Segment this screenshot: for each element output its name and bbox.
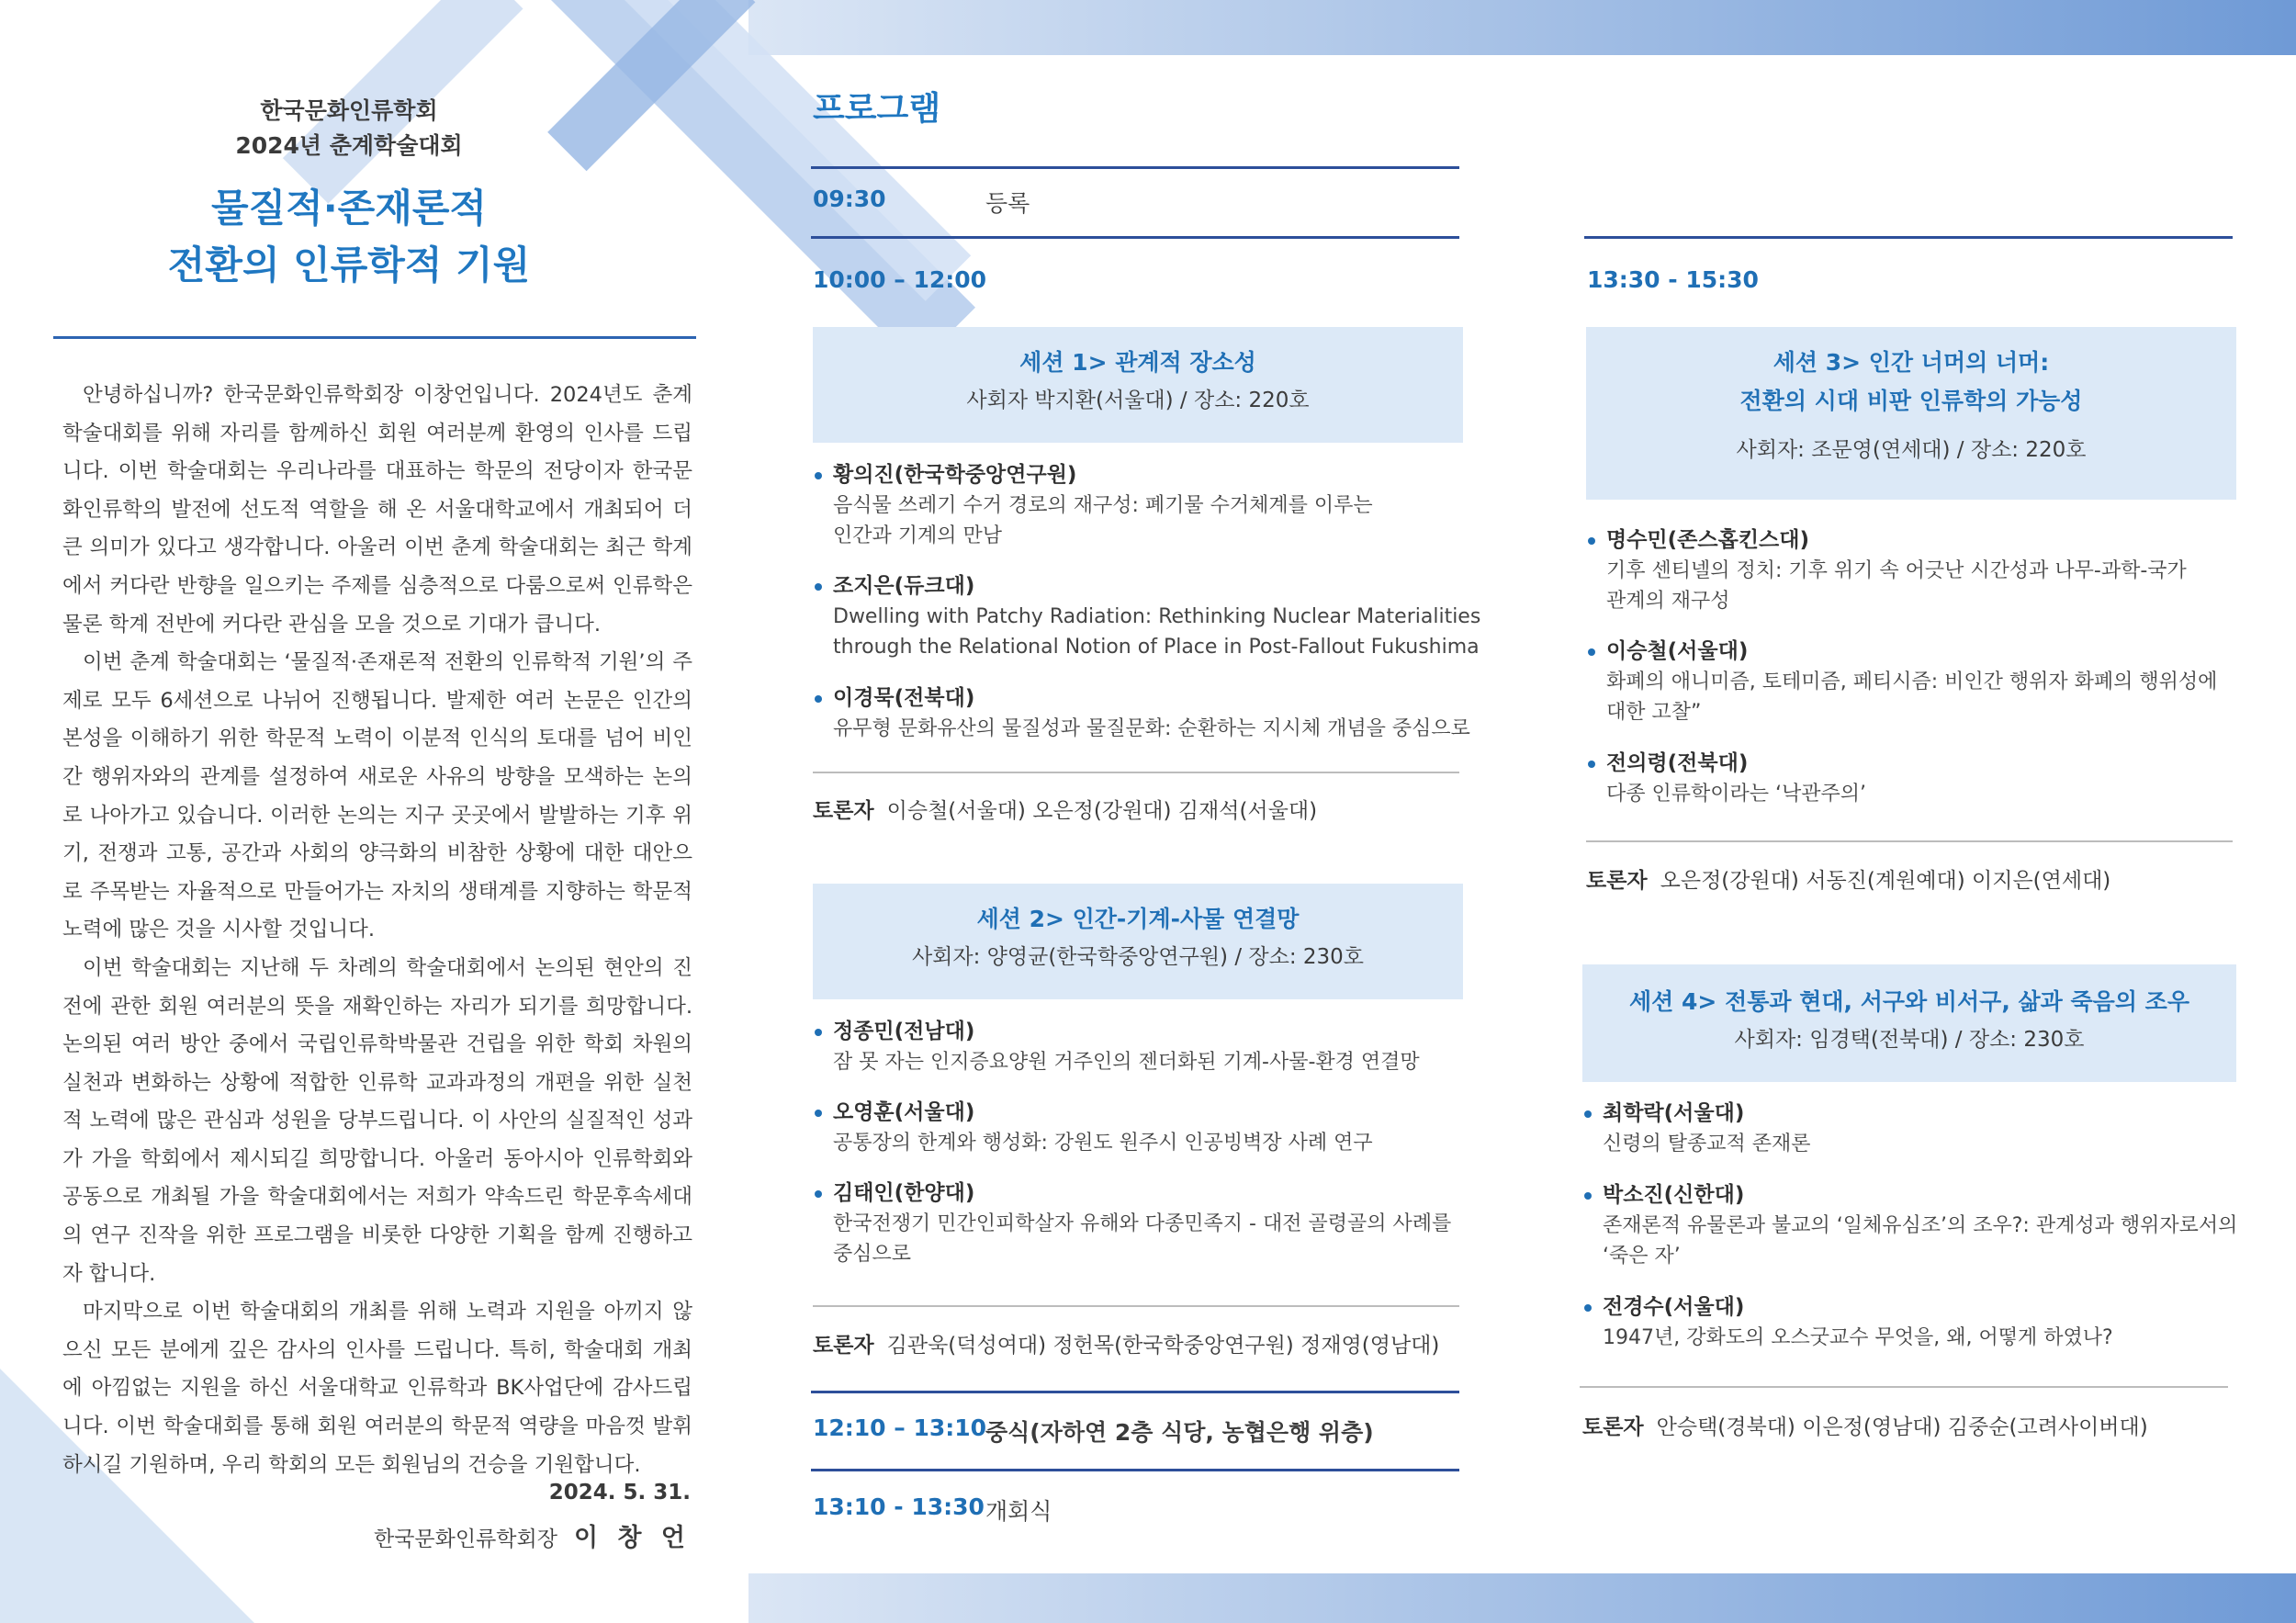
paper-title: through the Relational Notion of Place in Post-Fallout Fukushima	[833, 636, 1480, 659]
talk-item	[1582, 1291, 2113, 1353]
opening-label: 개회식	[985, 1498, 1052, 1525]
session-3-header	[1586, 327, 2236, 500]
session-title: 세션 3> 인간 너머의 너머:	[1773, 349, 2050, 376]
session-title: 세션 1> 관계적 장소성	[1019, 349, 1256, 376]
signer-title: 한국문화인류학회장	[373, 1527, 557, 1551]
discussant-label: 토론자	[813, 799, 874, 823]
discussant-names: 안승택(경북대) 이은정(영남대) 김중순(고려사이버대)	[1656, 1415, 2148, 1439]
discussants	[1582, 1410, 2148, 1440]
divider	[811, 1469, 1459, 1471]
session-2-header	[813, 884, 1463, 999]
paper-title: 대한 고찰”	[1606, 701, 1702, 724]
session-1-header	[813, 327, 1463, 443]
theme-line: 물질적·존재론적	[211, 186, 487, 231]
registration-label: 등록	[985, 190, 1030, 217]
presenter: 정종민(전남대)	[813, 1016, 1420, 1047]
divider	[811, 236, 1459, 239]
paper-title: 기후 센티넬의 정치: 기후 위기 속 어긋난 시간성과 나무-과학-국가	[1606, 559, 2187, 582]
paper-title: ‘죽은 자’	[1603, 1245, 1681, 1268]
session-title: 전환의 시대 비판 인류학의 가능성	[1739, 388, 2083, 414]
talk-item	[1586, 636, 2217, 727]
paper-title: 한국전쟁기 민간인피학살자 유해와 다종민족지 - 대전 골령골의 사례를	[833, 1212, 1452, 1235]
paper-title: 1947년, 강화도의 오스굿교수 무엇을, 왜, 어떻게 하였나?	[1603, 1326, 2113, 1349]
discussants	[813, 1328, 1439, 1358]
signer-name: 이 창 언	[573, 1524, 691, 1552]
presenter: 명수민(존스홉킨스대)	[1586, 524, 2187, 556]
session-meta: 사회자 박지환(서울대) / 장소: 220호	[966, 389, 1310, 412]
signature	[374, 1517, 691, 1553]
talk-item	[813, 1016, 1420, 1077]
paper-title: 인간과 기계의 만남	[833, 524, 1003, 547]
program-title: 프로그램	[813, 90, 941, 128]
session-title: 세션 2> 인간-기계-사물 연결망	[976, 906, 1300, 932]
discussant-label: 토론자	[1586, 869, 1648, 893]
divider	[1580, 1386, 2228, 1388]
talk-item	[813, 459, 1373, 551]
session-meta: 사회자: 양영균(한국학중앙연구원) / 장소: 230호	[911, 945, 1365, 969]
paper-title: 유무형 문화유산의 물질성과 물질문화: 순환하는 지시체 개념을 중심으로	[833, 717, 1470, 740]
talk-item	[813, 1178, 1451, 1269]
morning-time: 10:00 – 12:00	[813, 266, 987, 293]
letter-paragraph: 안녕하십니까? 한국문화인류학회장 이창언입니다. 2024년도 춘계 학술대회를 위해 자리를 함께하신 회원 여러분께 환영의 인사를 드립니다. 이번 학술대회는 우리나라를 대표하는 학문의 전당이자 한국문화인류학의 발전에 선도적 역할을 해 온 서울대학교에서 개최되어 더 큰 의미가 있다고 생각합니다. 아울러 이번 춘계 학술대회는 최근 학계에서 커다란 반향을 일으키는 주제를 심층적으로 다룸으로써 인류학은 물론 학계 전반에 커다란 관심을 모을 것으로 기대가 큽니다.	[62, 383, 692, 637]
top-gradient-bar	[748, 0, 2296, 55]
lunch-label: 중식(자하연 2층 식당, 농협은행 위층)	[985, 1419, 1374, 1446]
divider	[811, 166, 1459, 169]
presenter: 전경수(서울대)	[1582, 1291, 2113, 1323]
session-4-header	[1582, 964, 2236, 1082]
presenter: 박소진(신한대)	[1582, 1179, 2237, 1211]
letter-paragraph: 마지막으로 이번 학술대회의 개최를 위해 노력과 지원을 아끼지 않으신 모든 분에게 깊은 감사의 인사를 드립니다. 특히, 학술대회 개최에 아낌없는 지원을 하신 서울대학교 인류학과 BK사업단에 감사드립니다. 이번 학술대회를 통해 회원 여러분의 학문적 역량을 마음껏 발휘하시길 기원하며, 우리 학회의 모든 회원님의 건승을 기원합니다.	[62, 1300, 692, 1477]
talk-item	[1582, 1179, 2237, 1271]
talk-item	[813, 570, 1480, 662]
afternoon-time: 13:30 - 15:30	[1587, 266, 1759, 293]
presenter: 최학락(서울대)	[1582, 1098, 1811, 1129]
presenter: 김태인(한양대)	[813, 1178, 1451, 1209]
talk-item	[813, 682, 1470, 744]
discussants	[813, 794, 1317, 824]
letter-date: 2024. 5. 31.	[548, 1481, 691, 1505]
talk-item	[1586, 748, 1866, 809]
paper-title: 화폐의 애니미즘, 토테미즘, 페티시즘: 비인간 행위자 화폐의 행위성에	[1606, 671, 2218, 693]
greeting-letter	[62, 377, 692, 1484]
letter-paragraph: 이번 학술대회는 지난해 두 차례의 학술대회에서 논의된 현안의 진전에 관한 회원 여러분의 뜻을 재확인하는 자리가 되기를 희망합니다. 논의된 여러 방안 중에서 국립인류학박물관 건립을 위한 학회 차원의 실천과 변화하는 상황에 적합한 인류학 교과과정의 개편을 위한 실천적 노력에 많은 관심과 성원을 당부드립니다. 이 사안의 실질적인 성과가 가을 학회에서 제시되길 희망합니다. 아울러 동아시아 인류학회와 공동으로 개최될 가을 학술대회에서는 저희가 약속드린 학문후속세대의 연구 진작을 위한 프로그램을 비롯한 다양한 기획을 함께 진행하고자 합니다.	[62, 955, 692, 1286]
presenter: 조지은(듀크대)	[813, 570, 1480, 602]
conference-heading	[55, 94, 643, 163]
divider	[813, 772, 1459, 773]
presenter: 황의진(한국학중앙연구원)	[813, 459, 1373, 490]
discussant-names: 이승철(서울대) 오은정(강원대) 김재석(서울대)	[886, 799, 1318, 823]
discussants	[1586, 863, 2110, 894]
talk-item	[1582, 1098, 1811, 1159]
org-name: 한국문화인류학회	[260, 97, 438, 124]
presenter: 이경묵(전북대)	[813, 682, 1470, 714]
session-meta: 사회자: 임경택(전북대) / 장소: 230호	[1734, 1028, 2085, 1052]
discussant-names: 김관욱(덕성여대) 정헌목(한국학중앙연구원) 정재영(영남대)	[886, 1334, 1440, 1358]
divider	[53, 336, 696, 339]
registration-time: 09:30	[813, 186, 886, 212]
bottom-gradient-bar	[748, 1573, 2296, 1623]
discussant-label: 토론자	[813, 1334, 874, 1358]
discussant-names: 오은정(강원대) 서동진(계원예대) 이지은(연세대)	[1660, 869, 2111, 893]
paper-title: 공통장의 한계와 행성화: 강원도 원주시 인공빙벽장 사례 연구	[833, 1132, 1373, 1155]
divider	[813, 1305, 1459, 1307]
talk-item	[813, 1097, 1373, 1158]
paper-title: Dwelling with Patchy Radiation: Rethinking Nuclear Materialities	[833, 605, 1481, 628]
paper-title: 중심으로	[833, 1243, 912, 1266]
lunch-time: 12:10 – 13:10	[813, 1414, 987, 1441]
opening-time: 13:10 - 13:30	[813, 1493, 985, 1520]
divider	[1584, 236, 2233, 239]
letter-paragraph: 이번 춘계 학술대회는 ‘물질적·존재론적 전환의 인류학적 기원’의 주제로 모두 6세션으로 나뉘어 진행됩니다. 발제한 여러 논문은 인간의 본성을 이해하기 위한 학문적 노력이 이분적 인식의 토대를 넘어 비인간 행위자와의 관계를 설정하여 새로운 사유의 방향을 모색하는 논의로 나아가고 있습니다. 이러한 논의는 지구 곳곳에서 발발하는 기후 위기, 전쟁과 고통, 공간과 사회의 양극화의 비참한 상황에 대한 대안으로 주목받는 자율적으로 만들어가는 자치의 생태계를 지향하는 학문적 노력에 많은 것을 시사할 것입니다.	[62, 650, 692, 942]
divider	[811, 1391, 1459, 1393]
paper-title: 존재론적 유물론과 불교의 ‘일체유심조’의 조우?: 관계성과 행위자로서의	[1603, 1214, 2238, 1237]
divider	[1586, 840, 2233, 842]
theme-line: 전환의 인류학적 기원	[167, 242, 531, 287]
conference-name: 2024년 춘계학술대회	[235, 132, 463, 159]
paper-title: 관계의 재구성	[1606, 590, 1730, 613]
presenter: 전의령(전북대)	[1586, 748, 1866, 779]
paper-title: 신령의 탈종교적 존재론	[1603, 1133, 1811, 1155]
session-title: 세션 4> 전통과 현대, 서구와 비서구, 삶과 죽음의 조우	[1629, 988, 2189, 1015]
presenter: 이승철(서울대)	[1586, 636, 2217, 667]
presenter: 오영훈(서울대)	[813, 1097, 1373, 1128]
paper-title: 다종 인류학이라는 ‘낙관주의’	[1606, 783, 1866, 806]
conference-theme	[55, 180, 643, 294]
session-meta: 사회자: 조문영(연세대) / 장소: 220호	[1736, 438, 2087, 462]
talk-item	[1586, 524, 2187, 616]
discussant-label: 토론자	[1582, 1415, 1644, 1439]
paper-title: 잠 못 자는 인지증요양원 거주인의 젠더화된 기계-사물-환경 연결망	[833, 1051, 1420, 1074]
paper-title: 음식물 쓰레기 수거 경로의 재구성: 폐기물 수거체계를 이루는	[833, 494, 1373, 517]
